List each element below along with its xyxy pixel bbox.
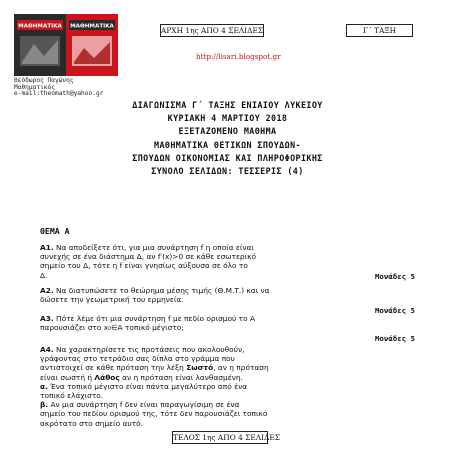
word-true: Σωστό [186,363,214,373]
book-cover-1-title: ΜΑΘΗΜΑΤΙΚΑ [18,23,62,30]
title-line-6: ΣΥΝΟΛΟ ΣΕΛΙΔΩΝ: ΤΕΣΣΕΡΙΣ (4) [151,166,304,177]
exam-title-block [40,99,415,178]
author-title: Μαθηματικός [14,83,55,91]
question-a2-label: Α2. [40,286,54,295]
question-a4-label: Α4. [40,345,54,354]
question-a1-label: Α1. [40,243,54,252]
statement-beta-text: Αν μια συνάρτηση f δεν είναι παραγωγίσιμη σε ένα [48,400,240,410]
page-footer-box: ΤΕΛΟΣ 1ης ΑΠΟ 4 ΣΕΛΙΔΕΣ [173,433,280,442]
statement-beta-text-3: ακρότατο στο σημείο αυτό. [40,418,143,428]
question-a3-label: Α3. [40,314,54,323]
statement-alpha-label: α. [40,381,48,391]
question-a1-marks: Μονάδες 5 [374,272,415,281]
title-line-2: ΚΥΡΙΑΚΗ 4 ΜΑΡΤΙΟΥ 2018 [167,113,288,124]
question-a3-line-1: Πότε λέμε ότι μια συνάρτηση f με πεδίο ορισμού το Α [53,314,256,323]
question-a1-line-2: συνεχής σε ένα διάστημα Δ, αν f′(x)>0 σε κάθε εσωτερικό [40,252,257,262]
author-block [14,78,103,98]
question-a3-marks: Μονάδες 5 [374,334,415,343]
author-name: Θεόδωρος Παγώνης [14,77,74,84]
question-a4-line-3b: , αν η πρόταση [213,363,269,373]
question-a2-marks: Μονάδες 5 [374,306,415,315]
question-a2-line-2: δώσετε την γεωμετρική του ερμηνεία. [40,295,184,305]
question-a4-line-4b: αν η πρόταση είναι λανθασμένη. [119,372,243,382]
question-a2 [40,286,416,304]
class-box: Γ΄ ΤΑΞΗ [346,24,413,37]
question-a2-line-1: Να διατυπώσετε το θεώρημα μέσης τιμής (Θ.Μ.Τ.) και να [53,286,270,295]
title-line-5: ΣΠΟΥΔΩΝ ΟΙΚΟΝΟΜΙΑΣ ΚΑΙ ΠΛΗΡΟΦΟΡΙΚΗΣ [132,152,323,163]
question-a1-line-3: σημείο του Δ, τότε η f είναι γνησίως αύξουσα σε όλο το [40,261,248,271]
statement-beta-label: β. [40,400,49,410]
question-a1-line-1: Να αποδείξετε ότι, για μια συνάρτηση f η οποία είναι [53,243,254,252]
question-a3 [40,314,416,332]
title-line-1: ΔΙΑΓΩΝΙΣΜΑ Γ΄ ΤΑΞΗΣ ΕΝΙΑΙΟΥ ΛΥΚΕΙΟΥ [132,100,323,110]
statement-beta-text-2: σημείο του πεδίου ορισμού της, τότε δεν παρουσιάζει τοπικό [40,409,268,419]
question-a3-line-2: παρουσιάζει στο x₀∈A τοπικό μέγιστο; [40,323,184,333]
author-email: e-mail:theomath@yahoo.gr [14,90,104,98]
word-false: Λάθος [94,372,120,382]
title-line-3: ΕΞΕΤΑΖΟΜΕΝΟ ΜΑΘΗΜΑ [178,126,277,137]
question-a4-line-2: γράφοντας στο τετράδιο σας δίπλα στο γράμμα που [40,354,235,364]
blog-link[interactable]: http://lisari.blogspot.gr [196,52,281,61]
page-header-box: ΑΡΧΗ 1ης ΑΠΟ 4 ΣΕΛΙΔΕΣ [161,26,264,35]
question-a4-line-3: αντιστοιχεί σε κάθε πρόταση την λέξη [40,363,187,373]
question-a4-line-4: είναι σωστή ή [40,372,95,382]
statement-alpha-text: Ένα τοπικό μέγιστο είναι πάντα μεγαλύτερο από ένα [47,381,248,391]
section-heading: ΘΕΜΑ Α [40,226,70,236]
title-line-4: ΜΑΘΗΜΑΤΙΚΑ ΘΕΤΙΚΩΝ ΣΠΟΥΔΩΝ- [154,139,301,150]
question-a4 [40,345,416,428]
question-a1-line-4: Δ. [40,270,48,280]
question-a4-line-1: Να χαρακτηρίσετε τις προτάσεις που ακολουθούν, [53,345,245,354]
book-cover-2-title: ΜΑΘΗΜΑΤΙΚΑ [70,23,114,30]
statement-alpha-text-2: τοπικό ελάχιστο. [40,391,104,401]
book-covers-image [14,14,118,76]
